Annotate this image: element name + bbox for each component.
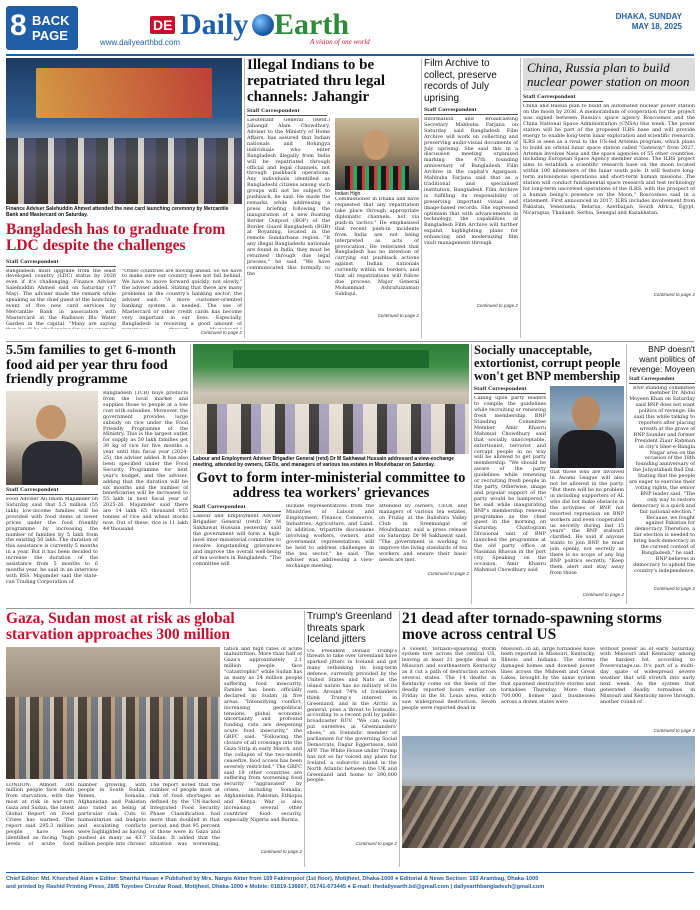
story-columns <box>6 391 188 606</box>
page-number-badge <box>6 6 78 50</box>
col-divider <box>304 611 305 867</box>
photo-home-adviser <box>335 118 419 190</box>
story-text: BNP standing committee member Dr. Abdul Moyeen Khan on Saturday said BNP does not want politics of revenge. He said this while talking to reporters after placing wreath at the grave of BNP founder and former President Ziaur Rahman in city's Sher-e-Bangla Nagar area on the occasion of the 18th founding anniversary of the Jatiyatabadi Bad Dal. Stating that the people are eager to exercise their voting rights, the senior BNP leader said, "The only way to restore democracy is a quick and fair national election." Because, we fought against Pakistan for democracy. Therefore, a fair election is needed to bring back democracy in the current context of Bangladesh," he said. BNP believes in democracy to uphold the country's independence, <box>629 385 695 574</box>
headline[interactable]: BNP doesn't want politics of revenge: Moyeen <box>629 344 695 375</box>
photo-banner <box>36 68 212 118</box>
story-col-2: Bangladesh (TCB) buys products from the local market and supplies those to people at a low cost with subsidies. Moreover, the government provides large subsidy on rice under the Food Friendly Programme of the Ministry. This is the largest outlet for supply as 50 lakh families get 30 kg of rice for five months a year until this fiscal year (2024-25), the adviser added. It has also been specified under the Food Security Programme for next year's budget, and the adviser, adding that the duration will be six months and the number of beneficiaries will be increased to 55 lakh in next fiscal year of 2025-26. Majumder said there are 14 lakh 65 thousand 955 tonnes of rice and wheat stocks now. Out of these, rice is 11 lakh 44 thousand <box>103 391 188 532</box>
section-rule <box>6 608 694 609</box>
byline-rule <box>6 494 98 495</box>
story-col-2: that those who are involved in Awami League will also not be allowed in the party. "But there will be no problem in including supporters of AL who did not make obstacle in the activities of BNP, not resorted repression on BNP workers and even cooperated us secretly during last 15 years" the BNP stalwart clarified. He said if anyone wants to join BNP, he must join openly, not secretly as there is no scope of any big BNP politics secretly. "Keep them alert and stay away from those <box>550 470 624 576</box>
col-divider <box>520 58 521 338</box>
story-col-2: Missouri. In all, large tornadoes have been reported in Missouri, Kentucky, Illinois and Indiana. The storms damaged homes and downed power lines across the Midwest and Great Lakes, brought by the same system that spawned destructive storms and tornadoes Thursday. More than 700,000 homes and businesses across a dozen states were <box>501 646 595 705</box>
photo-caption: Indian High <box>335 191 361 198</box>
story-col-2-wrap <box>335 118 419 311</box>
photo-people <box>193 404 469 454</box>
photo-food-adviser <box>6 391 98 485</box>
byline-rule <box>6 266 116 267</box>
headline[interactable]: Trump's Greenland threats spark Iceland jitters <box>307 611 392 645</box>
headline[interactable]: Illegal Indians to be repatriated thru legal channels: Jahangir <box>247 58 386 105</box>
story-text: China and Russia plan to build an automated nuclear power station on the moon by 2036. A memorandum of cooperation for the project was signed between Russia's space agency Roscosmos and the China National Space Administration (CNSA) this week. The power station will be part of the proposed ILRS base and will provide energy to enable long-term lunar exploration and scientific research. ILRS is seen as a rival to the US-led Artemis program, which plans to build an orbital lunar space station called "Gateway" from 2027. Artemis involves Nasa and the space agencies of 55 other countries, including European Space Agency member states. The ILRS project aims to establish a scientific research base on the moon located within 100 kilometers of the lunar south pole. It will feature long-term autonomous operations and short-term human missions. The station will conduct fundamental space research and test technology for long-term uncrewed operations of the ILRS, with the prospect of a human being's presence on the Moon," Roscosmos said in a statement. First announced in 2017, ILRS includes involvement from Pakistan, Venezuela, Belarus, Azerbaijan, South Africa, Egypt, Nicaragua, Thailand, Serbia, Senegal and Kazakhstan. <box>523 104 695 216</box>
byline: Staff Correspondent <box>247 108 300 115</box>
byline-rule <box>629 383 695 384</box>
photo-caption: Labour and Employment Adviser Brigadier General (retd) Dr M Sakhawat Hussain addressed a view-exchange meeting, attended by owners, CEOs, and managers of various tea estates in Moulvibazar on Saturday. <box>193 456 455 468</box>
col-divider <box>190 344 191 604</box>
story-col-1: Labour and Employment Adviser Brigadier General (retd) Dr M Sakhawat Hussain yesterday said the government will form a high-level inter-ministerial committee to resolve longstanding grievances and improve the overall well-being of tea workers in Bangladesh. "The committee will <box>193 514 281 567</box>
continued-link[interactable]: Continued to page 2 <box>260 848 302 854</box>
story-gaza-sudan <box>6 611 302 869</box>
masthead-rule <box>6 54 694 56</box>
story-col-1: LONDON: Almost 300 million people face death from starvation, with the most at risk in war-torn Gaza and Sudan, the latest Global Report on Food Crises has warned. The report said 295.3 million people have been identified as facing "high levels of acute food <box>6 782 74 847</box>
story-col-3: without power as of early Saturday, with Missouri and Kentucky among the hardest hit, according to Poweroutage.us. It's part of a multi-day spate of widespread severe weather that will stretch into early next week. As the system that generated deadly tornadoes in Missouri and Kentucky move through, another round of <box>600 646 695 705</box>
byline: Staff Correspondent <box>523 94 576 101</box>
headline[interactable]: China, Russia plan to build nuclear power station on moon <box>527 60 690 89</box>
story-col-2: number growing, with people in South Sudan, Yemen, Somalia, Afghanistan and Pakistan also rated as being at particular risk. Cuts to humanitarian aid budgets and escalating conflicts were highlighted as having pushed as many as 43.7 million people into chronic <box>78 782 146 847</box>
section-rule <box>6 341 694 342</box>
story-body <box>6 647 302 847</box>
byline-rule <box>424 114 518 115</box>
logo-earth: Earth <box>274 8 349 41</box>
logo-globe-icon <box>252 14 274 36</box>
continued-link[interactable]: Continued to page 2 <box>653 727 695 733</box>
story-text: Information and Broadcasting Secretary Mahbuba Farjana on Saturday said Bangladesh Film Archive will work on collecting and preserving audio-visual documents of July uprising. She said this in a discussion meeting organised marking the 47th founding anniversary of Bangladesh Film Archive in the capital's Agargaon. Mahbuba Farjana said that as a traditional and specialised institution, Bangladesh Film Archive is fulfilling its responsibility of preserving important visual and image-based records. She expressed optimism that with advancements in technology, the capabilities of Bangladesh Film Archive will further expand, highlighting plans for enhancing and modernizing film vault management through <box>424 117 518 247</box>
photo-face <box>572 396 600 430</box>
dateline-date: MAY 18, 2025 <box>631 22 682 31</box>
byline: Staff Correspondent <box>6 487 59 494</box>
photo-banner <box>233 350 429 368</box>
byline: Staff Correspondent <box>6 258 59 265</box>
page-number: 8 <box>10 9 27 42</box>
headline[interactable]: Gaza, Sudan most at risk as global starvation approaches 300 million <box>6 611 235 644</box>
photo-tornado-damage <box>402 736 695 848</box>
photo-face <box>36 405 66 439</box>
logo <box>150 8 450 48</box>
continued-link[interactable]: Continued to page 2 <box>653 292 695 298</box>
story-tea-workers <box>193 344 469 606</box>
story-col-2: include representatives from the Ministries of Labour and Employment, Finance, Commerce, Industries, Agriculture, and Land. In addition, tripartite discussions involving workers, owners, and government representatives will be held to address challenges in the tea sector," he said. The adviser was addressing a view-exchange meeting, <box>286 504 374 569</box>
headline[interactable]: 21 dead after tornado-spawning storms move across central US <box>402 611 662 644</box>
photo-face <box>363 130 389 160</box>
byline: Staff Correspondent <box>193 504 246 511</box>
story-columns <box>6 269 242 329</box>
photo-suit <box>22 441 82 485</box>
story-col-3: attended by owners, CEOs, and managers of various tea estates, on Friday at the Balishira Valley Club in Sreemangal of Moulvibazar, said a press release on Saturday. Dr M Sakhawat said, "The government is working to improve the living standards of tea workers and ensure their basic needs are met. <box>379 504 467 563</box>
back-label: BACK <box>32 13 70 28</box>
story-columns <box>474 386 624 590</box>
story-columns <box>402 647 695 727</box>
logo-daily: Daily <box>180 8 249 41</box>
headline[interactable]: Bangladesh has to graduate from LDC despite the challenges <box>6 221 226 255</box>
continued-link[interactable]: Continued to page 2 <box>476 303 518 308</box>
tagline: A vision of one world <box>310 38 370 46</box>
story-bnp-revenge <box>629 344 695 606</box>
photo-people <box>6 138 242 204</box>
headline-box <box>523 58 695 91</box>
story-columns <box>247 118 419 311</box>
byline: Staff Correspondent <box>424 107 477 113</box>
website[interactable]: www.dailyearthbd.com <box>100 38 181 47</box>
byline: Staff Correspondent <box>474 386 527 393</box>
story-col-1: A violent, tornado-spawning storm system tore across the central US, leaving at least 21 people dead in Missouri and southeastern Kentucky as it cut a path of destruction across several states. The 14 deaths in Kentucky come on the heels of the deadly reported hours earlier on Friday in the St. Louis area, which saw widespread destruction. Seven people were reported dead in <box>402 646 496 711</box>
col-divider <box>421 58 422 338</box>
story-col-1: Calling upon party leaders to compile the guidelines while recruiting or renewing fresh membership, BNP Standing Committee Member Amir Khasru Mahmud Chowdhury said that socially unacceptable, extortionist, terrorist and corrupt people in no way will be allowed to get party membership. "We should be aware of the party guidelines while renewing or recruiting fresh people in the party. Otherwise, image and popular support of the party would be hampered," he said while inaugurating BNP's membership renewal programme as the chief guest in the morning on Saturday. Chattogram Divisional unit of BNP launched the programme at the old party office at Nasiman Bhavan in the port city. Speaking on the occasion, Amir Khasru Mahmud Chowdhury said <box>474 396 546 573</box>
story-col-1-wrap <box>193 504 281 570</box>
byline-rule <box>193 511 281 512</box>
continued-link[interactable]: Continued to page 2 <box>582 592 624 598</box>
story-col-2: "Other countries are moving ahead. So we have to make sure our country does not fall behind. We have to move forward quickly, not slowly," the adviser added. Stating that there are many problems in the country's banking sector, the adviser said, "A more customer-oriented banking system is needed. The use of Mastercard or other credit cards has become very important in our lives. Especially, Bangladesh is receiving a good amount of <box>122 268 242 327</box>
col-divider <box>244 58 245 338</box>
photo-caption: Finance Adviser Salehuddin Ahmed attended the new card launching ceremony by Mercantile Bank and Mastercard on Saturday. <box>6 206 229 218</box>
col-divider <box>399 611 400 867</box>
photo-crowd <box>6 697 220 779</box>
story-moon-nuclear <box>523 58 695 340</box>
headline[interactable]: Film Archive to collect, preserve records of July uprising <box>424 58 497 104</box>
photo-tea-meeting <box>193 344 469 454</box>
headline[interactable]: Socially unacceptable, extortionist, corrupt people won't get BNP membership <box>474 344 621 384</box>
headline[interactable]: 5.5m families to get 6-month food aid per year thru food friendly programme <box>6 344 176 388</box>
story-col-1-wrap <box>474 386 546 590</box>
col-divider <box>471 344 472 604</box>
photo-suit <box>558 430 616 468</box>
story-food-aid <box>6 344 188 606</box>
story-col-left <box>6 391 98 606</box>
dateline <box>616 12 682 31</box>
photo-gaza-aid <box>6 647 220 779</box>
headline[interactable]: Govt to form inter-ministerial committee to address tea workers' grievances <box>196 470 466 502</box>
story-bnp-membership <box>474 344 624 606</box>
story-ldc <box>6 58 242 340</box>
continued-link[interactable]: Continued to page 2 <box>377 313 419 319</box>
photo-microphones <box>345 166 409 190</box>
byline-rule <box>523 101 603 102</box>
imprint-line-2: and printed by Rashid Printing Press, 28/B Toynbee Circular Road, Motijheel, Dhaka-1000 ● Mobile: 01819-136607, 01741-673445 ● E-mail: thedailyearth.bd@gmail.com | dailyearthbangladesh@gmail.com <box>6 884 545 890</box>
imprint-line-1: Chief Editor: Md. Khorshed Alam ● Editor: Shariful Hasan ● Published by Mrs. Nargis Akter from 169 Fakirerpool (1st floor), Motijheel, Dhaka-1000 ● Editorial & News Section: 183 Arambag, Dhaka-1000 <box>6 876 539 882</box>
continued-link[interactable]: Continued to page 2 <box>200 329 242 335</box>
page-label: PAGE <box>32 28 68 43</box>
dateline-city: DHAKA, SUNDAY <box>615 12 682 21</box>
continued-link[interactable]: Continued to page 2 <box>653 585 695 591</box>
story-col-4: tation and high rates of acute malnutrition. More than half of Gaza's approximately 2.1 million people face "catastrophic" while Sudan has as many as 24 million people suffering food insecurity. Famine has been officially declared in Sudan in five areas. "Intensifying conflict, increasing geopolitical tensions, global economic uncertainty and profound funding cuts are deepening acute food insecurity," the GRFC said. "Following the closure of all crossings into the Gaza Strip in early March, and the collapse of the two-month ceasefire, food access has been severely restricted." The GRFC said 19 other countries are suffering from worsening food security "aggravated" by crises, including Somalia, Afghanistan, Pakistan, Ethiopia and Kenya. War is also increasing several other countries' food security, especially Nigeria and Burma. <box>224 646 302 823</box>
story-col-1: Lieutenant General (Retd.) Jahangir Alam Chowdhury, Adviser to the Ministry of Home Affairs, has assured that Indian nationals and Rohingya individuals who enter Bangladesh illegally from India will be repatriated through official and legal channels, not through pushback operations. Any individuals identified as Bangladeshi citizens among such groups will not be subject to pushback, he said. He made the remarks while addressing a press briefing following the inauguration of a new floating Border Outpost (BOP) of the Border Guard Bangladesh (BGB) at Boyaning, located in the remote Sundarbans region. "If any illegal Bangladeshi nationals are found in India, they must be returned through due legal process," he said. "We have communicated this formally to the <box>247 118 330 277</box>
photo-card-launch <box>6 58 242 204</box>
story-col-2-wrap <box>550 386 624 590</box>
story-repatriation <box>247 58 419 340</box>
story-columns <box>193 504 469 570</box>
story-text: US President Donald Trump's threats to take over Greenland have sparked jitters in Iceland and got many rethinking its long-term defence, currently provided by the United States and Nato as the island nation has no military of its own. Around 74% of Icelanders think Trump's interest in Greenland, and in the Arctic in general, pose a threat to Icelandic, according to a recent poll by public broadcaster RUV. "We can easily put ourselves in Greenlanders' shoes," an Icelandic member of parliament for the governing Social Democrats, Dagur Eggertsson, told AFP. The White House under Trump has not so far voiced any plans for Iceland, a subarctic island in the North Atlantic between the UK and Greenland and home to 390,000 people. <box>307 648 397 784</box>
masthead <box>0 0 700 56</box>
story-col-1: Food Adviser Ali Imam Majumder on Saturday said that 5.5 million (55 lakh) low-income families will be provided with food items at lower prices under the food friendly programme by increasing the number of families by 5 lakh from the existing 50 lakh. The duration of this assistance is currently 5 months in a year. But it has been decided to increase the duration of the assistance from 5 months to 6 months year, he said in an interview with BSS. Majumder said the state-run Trading Corporation of <box>6 497 98 585</box>
continued-link[interactable]: Continued to page 2 <box>427 571 469 577</box>
continued-link[interactable]: Continued to page 2 <box>355 840 397 846</box>
byline: Staff Correspondent <box>629 376 675 382</box>
byline-rule <box>474 393 546 394</box>
story-col-1: Bangladesh must upgrade from the least developed country (LDC) status by 2026 even if it's challenging, Finance Adviser Salehuddin Ahmed said on Saturday (17 May). The adviser made the remark while speaking as the chief guest at the launching event of five new card services by Mercantile Bank in association with Mastercard at the Radisson Blu Water Garden in the capital. "Many are saying <box>6 268 116 327</box>
byline-rule <box>247 115 327 116</box>
photo-debris <box>402 786 695 848</box>
story-tornado <box>402 611 695 869</box>
col-divider <box>626 344 627 604</box>
imprint-footer <box>6 872 694 906</box>
story-col-2: Commissioner in Dhaka and have requested that any repatriation take place through appropriate diplomatic channels, not via push-in tactics." He emphasised that recent push-in incidents from India are not being interpreted as acts of provocation. He reiterated that Bangladesh has no intention of carrying out pushback actions against Indian nationals currently within its borders, and that all repatriations will follow due process. Major General Mohammad Ashrafuzzaman Siddiqui, <box>335 197 419 297</box>
logo-de-mark: DE <box>150 16 175 34</box>
story-greenland <box>307 611 397 869</box>
story-col-3: The report noted that the number of people most at risk of food shortages as defined by the UN-backed Integrated Food Security Phase Classification had more than doubled in that period, and that 95 percent of those were in Gaza and Sudan. It added that the situation was worsening, <box>150 782 220 847</box>
story-film-archive <box>424 58 518 340</box>
photo-khasru <box>550 386 624 468</box>
